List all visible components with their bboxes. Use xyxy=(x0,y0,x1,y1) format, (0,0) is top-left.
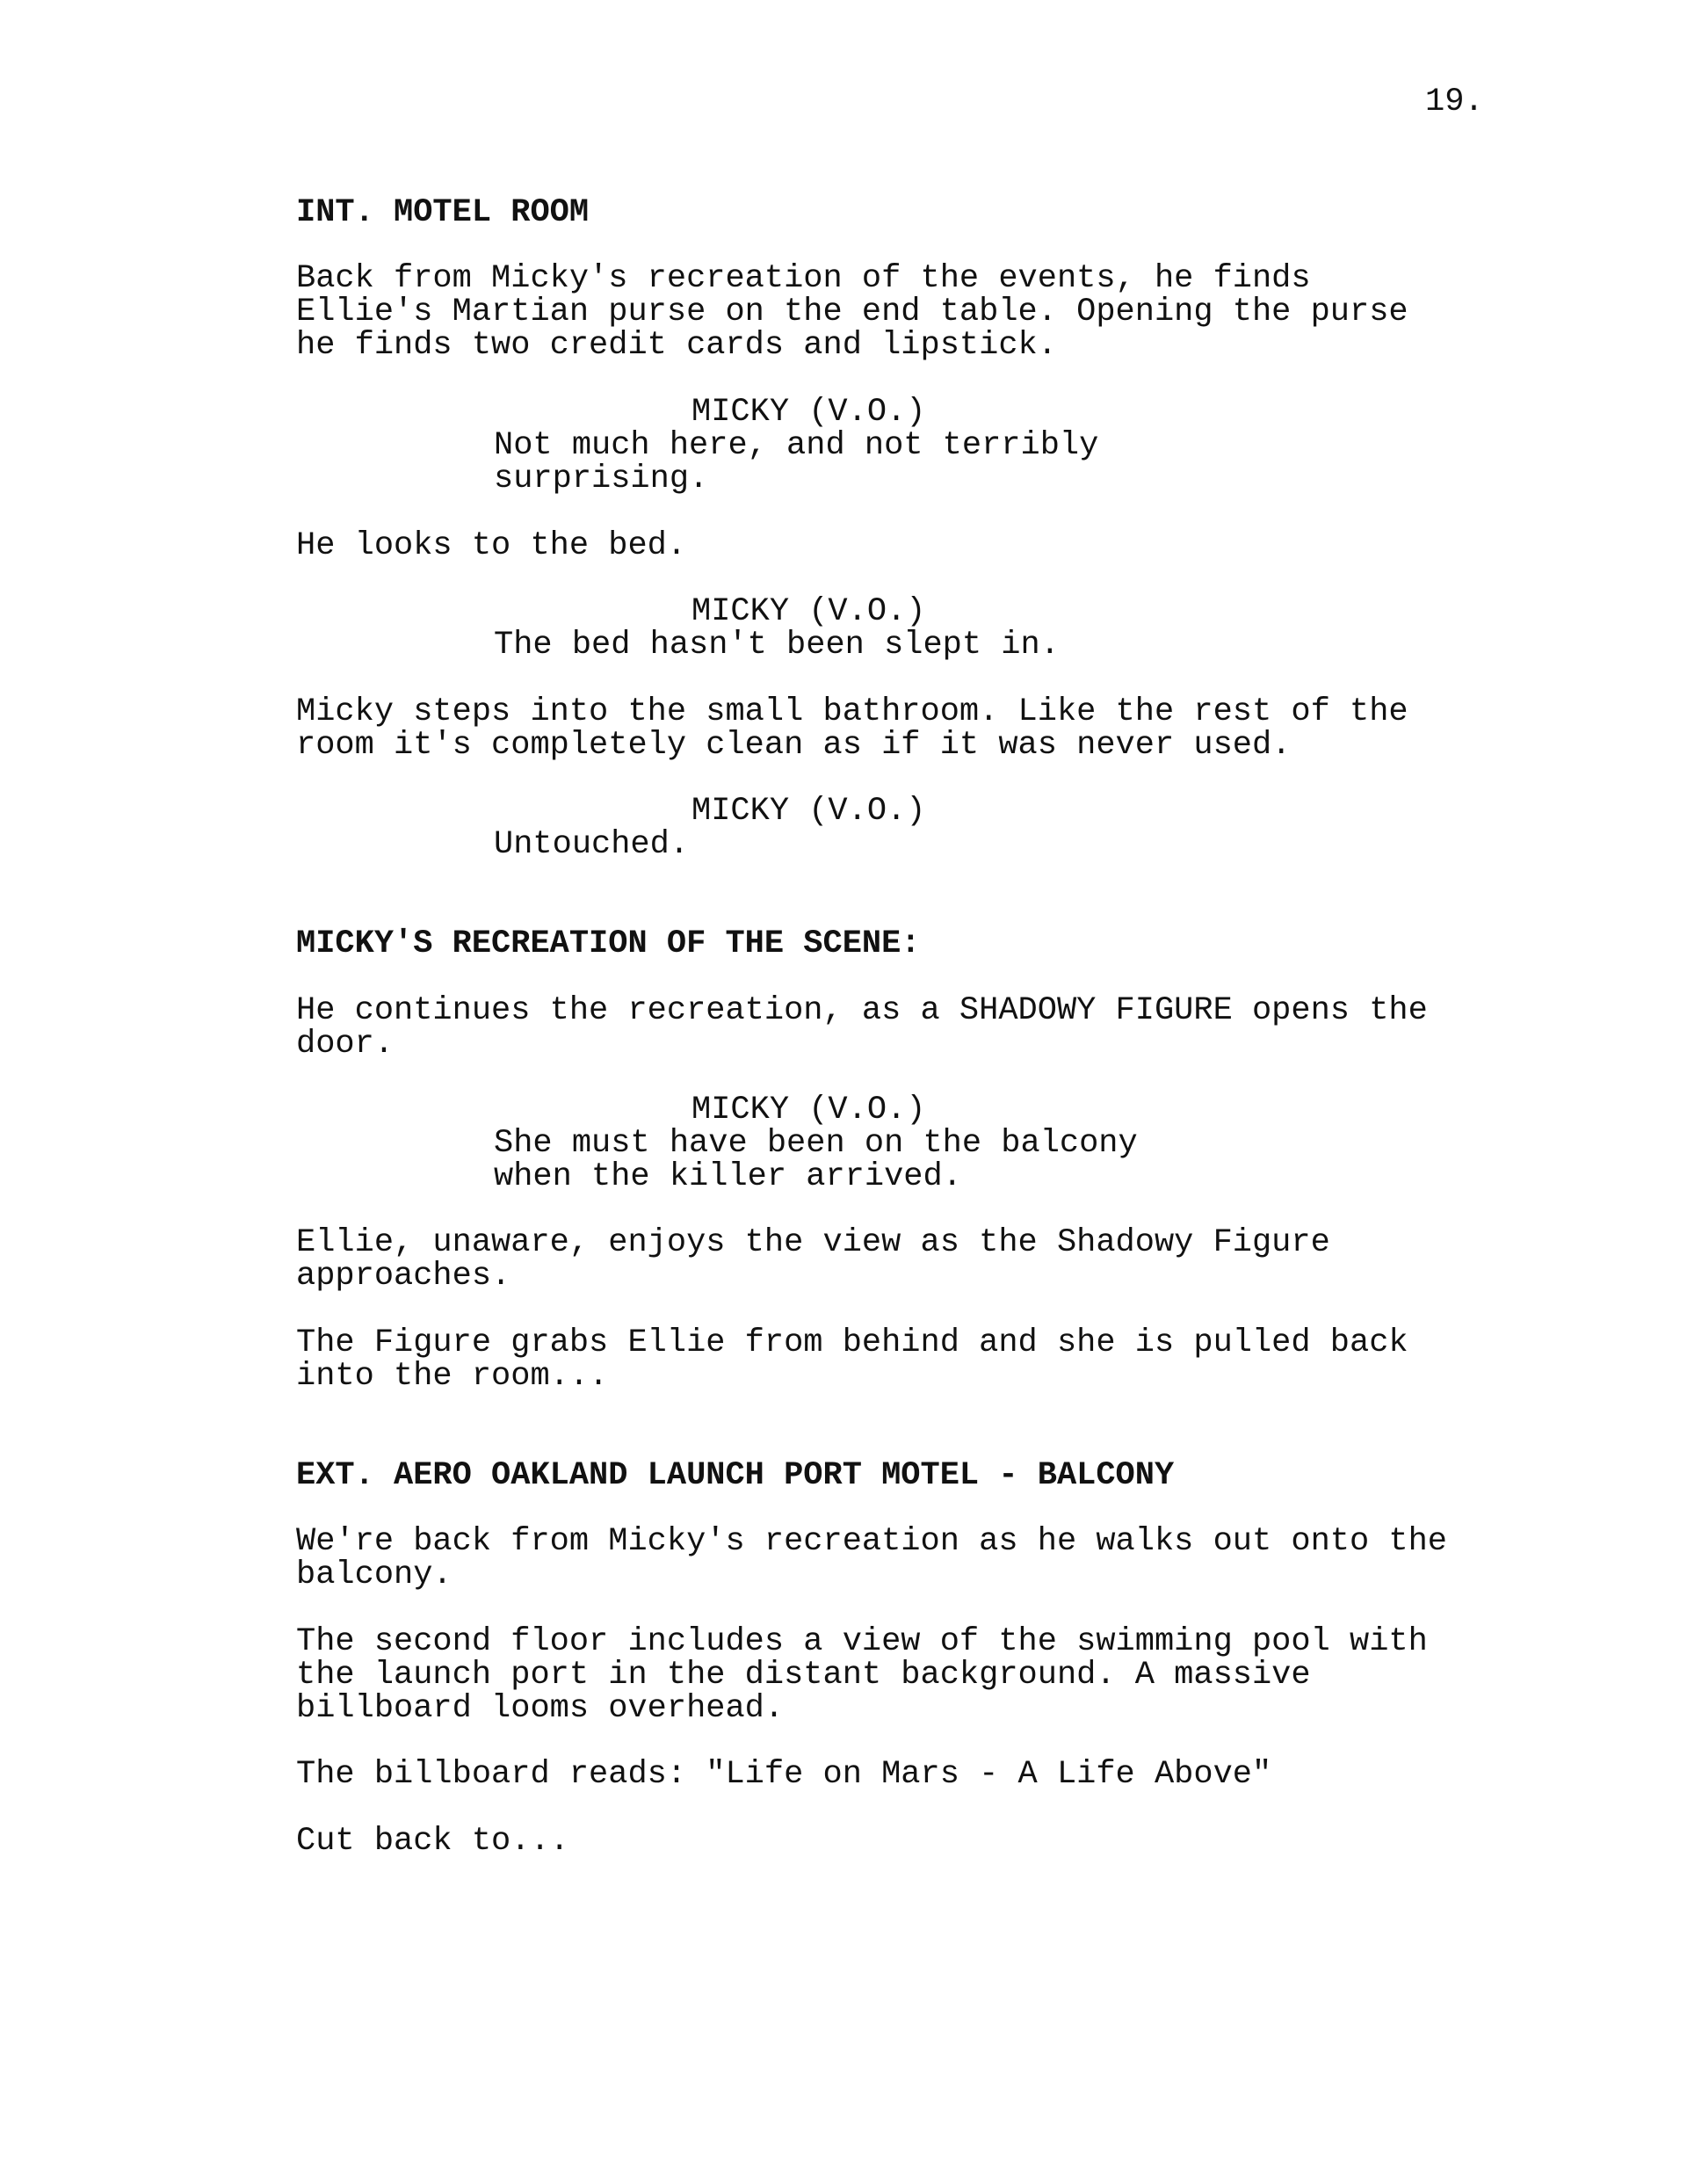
dialogue-line: surprising. xyxy=(494,461,709,497)
character-name: MICKY (V.O.) xyxy=(691,394,926,431)
dialogue-line: She must have been on the balcony xyxy=(494,1125,1138,1162)
character-name: MICKY (V.O.) xyxy=(691,1092,926,1128)
action-line: Micky steps into the small bathroom. Like the rest of the xyxy=(296,693,1408,730)
scene-heading: MICKY'S RECREATION OF THE SCENE: xyxy=(296,925,921,962)
character-name: MICKY (V.O.) xyxy=(691,593,926,630)
action-line: Ellie's Martian purse on the end table. Opening the purse xyxy=(296,294,1408,330)
action-line: He continues the recreation, as a SHADOWY FIGURE opens the xyxy=(296,992,1428,1029)
dialogue-line: Not much here, and not terribly xyxy=(494,427,1099,464)
action-line: approaches. xyxy=(296,1258,511,1295)
dialogue-line: Untouched. xyxy=(494,826,690,863)
action-line: into the room... xyxy=(296,1358,609,1395)
action-line: We're back from Micky's recreation as he walks out onto the xyxy=(296,1523,1448,1560)
action-line: he finds two credit cards and lipstick. xyxy=(296,327,1057,364)
dialogue-line: The bed hasn't been slept in. xyxy=(494,627,1060,664)
action-line: The Figure grabs Ellie from behind and she is pulled back xyxy=(296,1324,1408,1361)
action-line: Back from Micky's recreation of the events, he finds xyxy=(296,260,1311,297)
action-line: balcony. xyxy=(296,1556,453,1593)
action-line: room it's completely clean as if it was never used. xyxy=(296,727,1292,764)
scene-heading: EXT. AERO OAKLAND LAUNCH PORT MOTEL - BALCONY xyxy=(296,1457,1175,1494)
character-name: MICKY (V.O.) xyxy=(691,793,926,830)
action-line: The billboard reads: "Life on Mars - A Life Above" xyxy=(296,1756,1272,1793)
action-line: the launch port in the distant background. A massive xyxy=(296,1657,1311,1694)
action-line: door. xyxy=(296,1026,395,1063)
action-line: Ellie, unaware, enjoys the view as the Shadowy Figure xyxy=(296,1224,1330,1261)
action-line: He looks to the bed. xyxy=(296,527,687,564)
scene-heading: INT. MOTEL ROOM xyxy=(296,194,590,231)
action-line: billboard looms overhead. xyxy=(296,1690,785,1727)
action-line: Cut back to... xyxy=(296,1823,569,1860)
dialogue-line: when the killer arrived. xyxy=(494,1158,962,1195)
page-number: 19. xyxy=(1425,83,1484,120)
action-line: The second floor includes a view of the swimming pool with xyxy=(296,1623,1428,1660)
